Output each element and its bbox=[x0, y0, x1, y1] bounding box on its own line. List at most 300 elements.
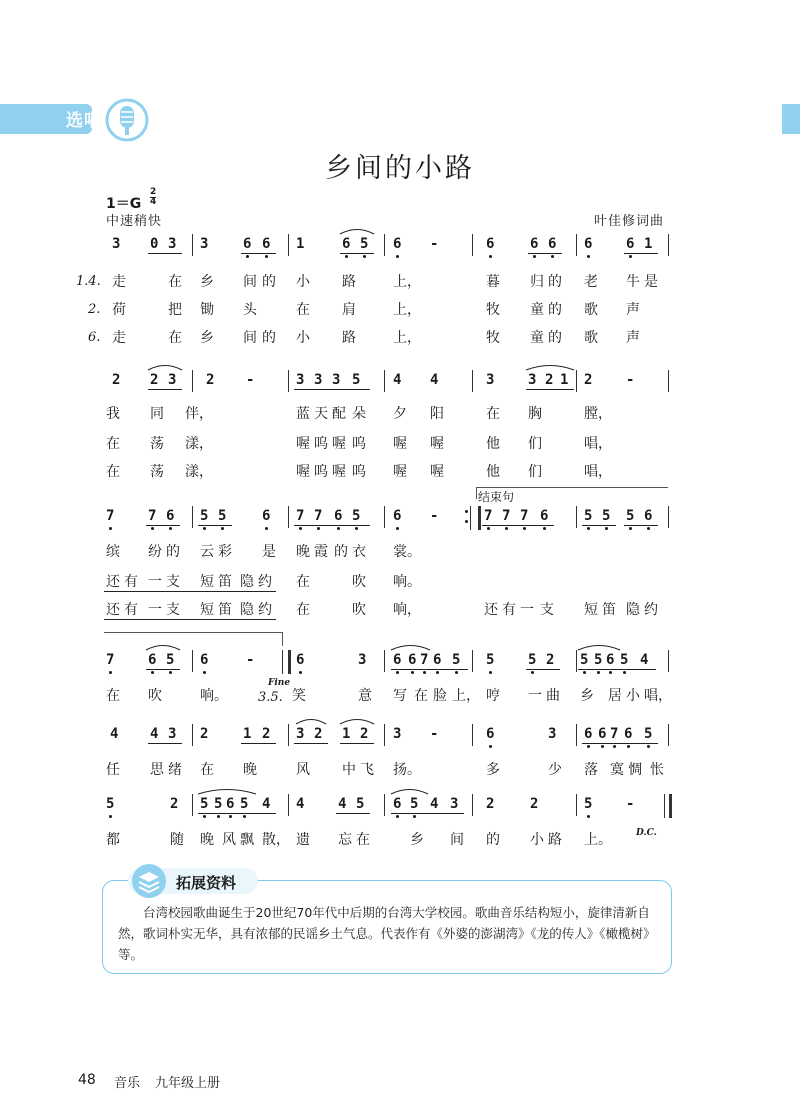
lyric-char: 扬。 bbox=[393, 762, 421, 778]
note: 3 bbox=[314, 372, 323, 388]
note: 6 bbox=[342, 236, 351, 252]
lyric-char: 还 bbox=[484, 602, 498, 618]
page-number: 48 bbox=[78, 1072, 96, 1088]
lyric-char: 晚 bbox=[296, 544, 310, 560]
lyric-char: 的 bbox=[548, 274, 562, 290]
lyric-char: 膛， bbox=[584, 406, 612, 422]
lyric-char: 裳。 bbox=[393, 544, 421, 560]
lyric-char: 朵 bbox=[352, 406, 366, 422]
lyric-char: 唱， bbox=[584, 436, 612, 452]
lyric-char: 们 bbox=[528, 436, 542, 452]
note: 2 bbox=[360, 726, 369, 742]
note: 4 bbox=[430, 796, 439, 812]
fine-marking: Fine bbox=[268, 678, 291, 688]
note: 3 bbox=[168, 372, 177, 388]
note: 3 bbox=[296, 726, 305, 742]
note: - bbox=[246, 652, 255, 668]
note: 6 bbox=[408, 652, 417, 668]
composer-credit: 叶佳修词曲 bbox=[594, 214, 665, 229]
note: 1 bbox=[644, 236, 653, 252]
note: 1 bbox=[243, 726, 252, 742]
lyric-char: 中 bbox=[342, 762, 356, 778]
lyric-char: 霞 bbox=[314, 544, 328, 560]
note: 5 bbox=[594, 652, 603, 668]
lyric-char: 在 bbox=[356, 832, 370, 848]
note: 6 bbox=[624, 726, 633, 742]
lyric-char: 在 bbox=[486, 406, 500, 422]
lyric-char: 少 bbox=[548, 762, 562, 778]
lyric-char: 喔 bbox=[393, 464, 407, 480]
lyric-char: 同 bbox=[150, 406, 164, 422]
lyric-char: 居 bbox=[608, 688, 622, 704]
lyric-char: 荷 bbox=[112, 302, 126, 318]
verse-label: 1.4. bbox=[76, 274, 101, 289]
note: 6 bbox=[584, 726, 593, 742]
slur bbox=[198, 790, 256, 795]
lyric-char: 上， bbox=[393, 330, 421, 346]
note: 1 bbox=[560, 372, 569, 388]
note: 7 bbox=[502, 508, 511, 524]
lyric-char: 路 bbox=[342, 274, 356, 290]
note: 2 bbox=[200, 726, 209, 742]
lyric-char: 荡 bbox=[150, 464, 164, 480]
note: 3 bbox=[332, 372, 341, 388]
lyric-char: 遗 bbox=[296, 832, 310, 848]
lyric-char: 呜 bbox=[314, 436, 328, 452]
lyric-char: 声 bbox=[626, 302, 640, 318]
lyric-char: 伴， bbox=[185, 406, 213, 422]
fine-bracket-line bbox=[104, 632, 282, 633]
lyric-char: 天 bbox=[314, 406, 328, 422]
note: 6 bbox=[393, 652, 402, 668]
lyric-char: 的 bbox=[334, 544, 348, 560]
note: - bbox=[430, 236, 439, 252]
note: 7 bbox=[296, 508, 305, 524]
footer-subject: 音乐 bbox=[114, 1076, 141, 1091]
note: 4 bbox=[640, 652, 649, 668]
lyric-char: 隐 bbox=[626, 602, 640, 618]
lyric-char: 忘 bbox=[338, 832, 352, 848]
note: 7 bbox=[420, 652, 429, 668]
lyric-char: 胸 bbox=[528, 406, 542, 422]
lyric-char: 歌 bbox=[584, 302, 598, 318]
lyric-char: 有 bbox=[502, 602, 516, 618]
note: 5 bbox=[580, 652, 589, 668]
lyric-char: 哼 bbox=[486, 688, 500, 704]
note: 4 bbox=[338, 796, 347, 812]
lyric-char: 在 bbox=[200, 762, 214, 778]
lyric-char: 喔 bbox=[332, 436, 346, 452]
lyric-char: 的 bbox=[262, 330, 276, 346]
lyric-char: 晚 bbox=[243, 762, 257, 778]
note: 6 bbox=[548, 236, 557, 252]
slur bbox=[340, 720, 374, 725]
lyric-char: 的 bbox=[548, 330, 562, 346]
lyric-char: 漾， bbox=[185, 436, 213, 452]
lyric-char: 喔 bbox=[332, 464, 346, 480]
note: 3 bbox=[168, 726, 177, 742]
note: 5 bbox=[240, 796, 249, 812]
note: 5 bbox=[352, 372, 361, 388]
note: 4 bbox=[262, 796, 271, 812]
lyric-char: 是 bbox=[262, 544, 276, 560]
note: - bbox=[626, 372, 635, 388]
lyric-char: 响。 bbox=[200, 688, 228, 704]
note: 6 bbox=[393, 796, 402, 812]
slur bbox=[526, 366, 574, 371]
lyric-char: 约 bbox=[644, 602, 658, 618]
note: 3 bbox=[112, 236, 121, 252]
lyric-char: 喔 bbox=[393, 436, 407, 452]
lyric-char: 声 bbox=[626, 330, 640, 346]
note: 3 bbox=[450, 796, 459, 812]
lyric-char: 配 bbox=[332, 406, 346, 422]
lyric-char: 都 bbox=[106, 832, 120, 848]
note: 6 bbox=[393, 508, 402, 524]
lyric-char: 约 bbox=[258, 602, 272, 618]
lyric-char: 喔 bbox=[296, 436, 310, 452]
lyric-char: 小 bbox=[626, 688, 640, 704]
note: 5 bbox=[214, 796, 223, 812]
lyric-char: 一 bbox=[520, 602, 534, 618]
lyric-char: 一 bbox=[528, 688, 542, 704]
lyric-char: 响。 bbox=[393, 574, 421, 590]
lyric-char: 夕 bbox=[393, 406, 407, 422]
layers-icon bbox=[130, 862, 168, 900]
lyric-char: 响， bbox=[393, 602, 421, 618]
note: 2 bbox=[112, 372, 121, 388]
lyric-char: 乡 bbox=[200, 274, 214, 290]
note: 4 bbox=[110, 726, 119, 742]
note: 5 bbox=[352, 508, 361, 524]
lyric-char: 乡 bbox=[580, 688, 594, 704]
lyric-char: 飘 bbox=[240, 832, 254, 848]
slur bbox=[391, 790, 428, 795]
lyric-char: 呜 bbox=[352, 464, 366, 480]
lyric-char: 是 bbox=[644, 274, 658, 290]
lyric-char: 们 bbox=[528, 464, 542, 480]
note: 3 bbox=[200, 236, 209, 252]
lyric-char: 牛 bbox=[626, 274, 640, 290]
lyric-char: 走 bbox=[112, 330, 126, 346]
note: 5 bbox=[644, 726, 653, 742]
note: 7 bbox=[520, 508, 529, 524]
note: 7 bbox=[148, 508, 157, 524]
note: 1 bbox=[296, 236, 305, 252]
note: 0 bbox=[150, 236, 159, 252]
lyric-char: 锄 bbox=[200, 302, 214, 318]
lyric-char: 牧 bbox=[486, 330, 500, 346]
lyric-char: 惆 bbox=[628, 762, 642, 778]
lyric-char: 短 bbox=[584, 602, 598, 618]
note: 2 bbox=[206, 372, 215, 388]
note: 6 bbox=[200, 652, 209, 668]
note: 6 bbox=[644, 508, 653, 524]
lyric-char: 随 bbox=[170, 832, 184, 848]
slur bbox=[296, 720, 326, 725]
lyric-char: 脸 bbox=[433, 688, 447, 704]
lyric-char: 的 bbox=[166, 544, 180, 560]
note: 6 bbox=[148, 652, 157, 668]
lyric-char: 纷 bbox=[148, 544, 162, 560]
lyric-char: 一 bbox=[148, 602, 162, 618]
lyric-char: 吹 bbox=[352, 574, 366, 590]
lyric-char: 吹 bbox=[352, 602, 366, 618]
lyric-char: 小 bbox=[296, 330, 310, 346]
note: 6 bbox=[393, 236, 402, 252]
lyric-char: 思 bbox=[150, 762, 164, 778]
note: 2 bbox=[584, 372, 593, 388]
note: 5 bbox=[356, 796, 365, 812]
note: 5 bbox=[410, 796, 419, 812]
note: - bbox=[430, 508, 439, 524]
lyric-char: 童 bbox=[530, 302, 544, 318]
time-sig-top: 2 bbox=[150, 187, 157, 197]
lyric-char: 有 bbox=[124, 574, 138, 590]
note: 5 bbox=[626, 508, 635, 524]
lyric-char: 肩 bbox=[342, 302, 356, 318]
tempo-marking: 中速稍快 bbox=[106, 214, 163, 229]
lyric-char: 走 bbox=[112, 274, 126, 290]
note: 3 bbox=[358, 652, 367, 668]
lyric-char: 飞 bbox=[360, 762, 374, 778]
note: 2 bbox=[170, 796, 179, 812]
lyric-char: 笑 bbox=[292, 688, 306, 704]
note: 5 bbox=[106, 796, 115, 812]
lyric-char: 喔 bbox=[296, 464, 310, 480]
lyric-char: 衣 bbox=[352, 544, 366, 560]
note: 3 bbox=[296, 372, 305, 388]
lyric-char: 呜 bbox=[314, 464, 328, 480]
note: 7 bbox=[106, 508, 115, 524]
lyric-char: 一 bbox=[148, 574, 162, 590]
note: - bbox=[246, 372, 255, 388]
ending-label: 结束句 bbox=[478, 490, 515, 504]
lyric-char: 乡 bbox=[410, 832, 424, 848]
note: 3 bbox=[548, 726, 557, 742]
note: 7 bbox=[314, 508, 323, 524]
note: 5 bbox=[602, 508, 611, 524]
lyric-char: 我 bbox=[106, 406, 120, 422]
lyric-char: 支 bbox=[166, 574, 180, 590]
lyric-char: 路 bbox=[342, 330, 356, 346]
note: 6 bbox=[243, 236, 252, 252]
note: 2 bbox=[262, 726, 271, 742]
note: 6 bbox=[296, 652, 305, 668]
lyric-char: 暮 bbox=[486, 274, 500, 290]
lyric-char: 风 bbox=[222, 832, 236, 848]
lyric-char: 的 bbox=[548, 302, 562, 318]
note: 5 bbox=[218, 508, 227, 524]
lyric-char: 在 bbox=[106, 436, 120, 452]
lyric-char: 落 bbox=[584, 762, 598, 778]
lyric-char: 在 bbox=[106, 464, 120, 480]
lyric-char: 他 bbox=[486, 464, 500, 480]
lyric-char: 笛 bbox=[218, 602, 232, 618]
lyric-char: 在 bbox=[296, 602, 310, 618]
note: 5 bbox=[200, 796, 209, 812]
lyric-char: 短 bbox=[200, 602, 214, 618]
lyric-char: 老 bbox=[584, 274, 598, 290]
lyric-char: 小 bbox=[296, 274, 310, 290]
note: 6 bbox=[530, 236, 539, 252]
lyric-char: 荡 bbox=[150, 436, 164, 452]
note: 5 bbox=[584, 796, 593, 812]
lyric-char: 在 bbox=[296, 302, 310, 318]
note: 3 bbox=[168, 236, 177, 252]
lyric-char: 绪 bbox=[168, 762, 182, 778]
lyric-char: 支 bbox=[166, 602, 180, 618]
lyric-char: 在 bbox=[168, 330, 182, 346]
lyric-char: 上， bbox=[393, 302, 421, 318]
note: 5 bbox=[486, 652, 495, 668]
dc-marking: D.C. bbox=[636, 828, 657, 838]
section-label: 选唱 bbox=[66, 111, 102, 131]
lyric-char: 曲 bbox=[546, 688, 560, 704]
verse-label-35: 3.5. bbox=[258, 690, 283, 705]
time-sig-bottom: 4 bbox=[150, 197, 157, 207]
lyric-char: 他 bbox=[486, 436, 500, 452]
note: 4 bbox=[393, 372, 402, 388]
note: 3 bbox=[393, 726, 402, 742]
lyric-char: 写 bbox=[393, 688, 407, 704]
lyric-char: 小 bbox=[530, 832, 544, 848]
lyric-char: 在 bbox=[168, 274, 182, 290]
note: 2 bbox=[545, 372, 554, 388]
note: 6 bbox=[486, 726, 495, 742]
note: 5 bbox=[584, 508, 593, 524]
note: 7 bbox=[610, 726, 619, 742]
note: 3 bbox=[486, 372, 495, 388]
lyric-char: 牧 bbox=[486, 302, 500, 318]
lyric-char: 支 bbox=[540, 602, 554, 618]
lyric-char: 头 bbox=[243, 302, 257, 318]
lyric-char: 歌 bbox=[584, 330, 598, 346]
note: 5 bbox=[166, 652, 175, 668]
note: 6 bbox=[334, 508, 343, 524]
lyric-char: 有 bbox=[124, 602, 138, 618]
note: 1 bbox=[342, 726, 351, 742]
note: 7 bbox=[106, 652, 115, 668]
verse-label: 6. bbox=[88, 330, 101, 345]
lyric-char: 蓝 bbox=[296, 406, 310, 422]
lyric-char: 上， bbox=[393, 274, 421, 290]
note: 2 bbox=[546, 652, 555, 668]
note: 6 bbox=[262, 236, 271, 252]
extension-title: 拓展资料 bbox=[176, 874, 237, 892]
lyric-char: 归 bbox=[530, 274, 544, 290]
note: 2 bbox=[314, 726, 323, 742]
song-title: 乡间的小路 bbox=[325, 153, 475, 184]
note: 6 bbox=[486, 236, 495, 252]
lyric-char: 上。 bbox=[584, 832, 612, 848]
lyric-char: 隐 bbox=[240, 602, 254, 618]
lyric-char: 短 bbox=[200, 574, 214, 590]
lyric-char: 在 bbox=[296, 574, 310, 590]
lyric-char: 缤 bbox=[106, 544, 120, 560]
note: 6 bbox=[626, 236, 635, 252]
lyric-char: 路 bbox=[548, 832, 562, 848]
note: 7 bbox=[484, 508, 493, 524]
lyric-char: 寞 bbox=[610, 762, 624, 778]
note: 6 bbox=[598, 726, 607, 742]
lyric-char: 云 bbox=[200, 544, 214, 560]
note: - bbox=[430, 726, 439, 742]
slur bbox=[340, 230, 374, 235]
ending-bracket-tick bbox=[476, 487, 477, 499]
lyric-char: 散， bbox=[262, 832, 290, 848]
note: - bbox=[626, 796, 635, 812]
note: 6 bbox=[433, 652, 442, 668]
lyric-char: 间 bbox=[450, 832, 464, 848]
note: 4 bbox=[150, 726, 159, 742]
lyric-char: 任 bbox=[106, 762, 120, 778]
lyric-char: 在 bbox=[414, 688, 428, 704]
lyric-char: 喔 bbox=[430, 436, 444, 452]
lyric-char: 意 bbox=[358, 688, 372, 704]
note: 5 bbox=[360, 236, 369, 252]
note: 5 bbox=[200, 508, 209, 524]
lyric-char: 童 bbox=[530, 330, 544, 346]
lyric-char: 漾， bbox=[185, 464, 213, 480]
footer-book: 九年级上册 bbox=[155, 1076, 221, 1091]
lyric-char: 在 bbox=[106, 688, 120, 704]
lyric-char: 乡 bbox=[200, 330, 214, 346]
note: 2 bbox=[486, 796, 495, 812]
lyric-char: 晚 bbox=[200, 832, 214, 848]
lyric-char: 隐 bbox=[240, 574, 254, 590]
lyric-char: 间 bbox=[243, 274, 257, 290]
note: 5 bbox=[528, 652, 537, 668]
lyric-char: 还 bbox=[106, 574, 120, 590]
lyric-char: 呜 bbox=[352, 436, 366, 452]
note: 5 bbox=[452, 652, 461, 668]
extension-text: 台湾校园歌曲诞生于20世纪70年代中后期的台湾大学校园。歌曲音乐结构短小，旋律清新自然，歌词朴实无华，具有浓郁的民谣乡土气息。代表作有《外婆的澎湖湾》《龙的传人》《橄榄树》等。 bbox=[118, 905, 656, 962]
lyric-char: 间 bbox=[243, 330, 257, 346]
slur bbox=[146, 646, 180, 651]
note: 5 bbox=[620, 652, 629, 668]
lyric-char: 唱， bbox=[584, 464, 612, 480]
slur bbox=[148, 366, 182, 371]
note: 4 bbox=[430, 372, 439, 388]
note: 6 bbox=[540, 508, 549, 524]
lyric-char: 约 bbox=[258, 574, 272, 590]
lyric-char: 多 bbox=[486, 762, 500, 778]
fine-bracket-tick bbox=[282, 632, 283, 646]
lyric-char: 风 bbox=[296, 762, 310, 778]
lyric-char: 阳 bbox=[430, 406, 444, 422]
note: 6 bbox=[226, 796, 235, 812]
key-signature: 1＝G bbox=[106, 196, 142, 212]
lyric-char: 彩 bbox=[218, 544, 232, 560]
note: 3 bbox=[528, 372, 537, 388]
lyric-char: 的 bbox=[262, 274, 276, 290]
verse-label: 2. bbox=[88, 302, 101, 317]
lyric-char: 笛 bbox=[602, 602, 616, 618]
lyric-char: 喔 bbox=[430, 464, 444, 480]
lyric-char: 唱， bbox=[644, 688, 672, 704]
note: 2 bbox=[150, 372, 159, 388]
slur bbox=[578, 646, 620, 651]
lyric-char: 吹 bbox=[148, 688, 162, 704]
note: 2 bbox=[530, 796, 539, 812]
note: 6 bbox=[166, 508, 175, 524]
note: 6 bbox=[584, 236, 593, 252]
slur bbox=[391, 646, 430, 651]
lyric-char: 把 bbox=[168, 302, 182, 318]
note: 4 bbox=[296, 796, 305, 812]
note: 6 bbox=[262, 508, 271, 524]
